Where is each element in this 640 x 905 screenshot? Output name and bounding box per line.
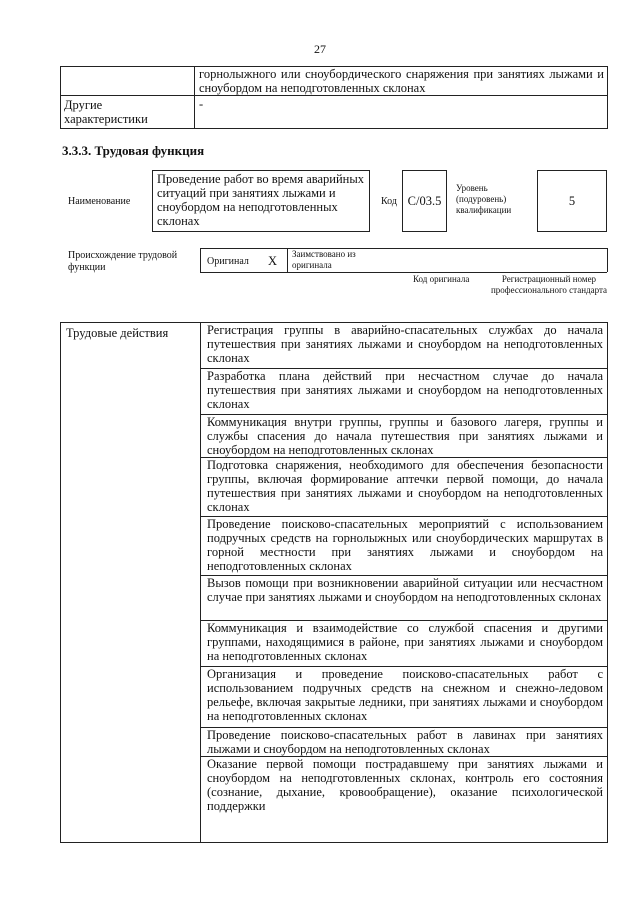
section-title: 3.3.3. Трудовая функция	[62, 143, 205, 158]
continued-cell-text: горнолыжного или сноубордического снаряжения при занятиях лыжами и сноубордом на неподготовленных склонах	[199, 67, 604, 95]
level-box	[537, 170, 607, 232]
code-value: С/03.5	[407, 194, 442, 208]
action-item: Коммуникация и взаимодействие со службой спасения и другими группами, находящимися в районе, при занятиях лыжами и сноубордом на неподготовленных склонах	[207, 621, 603, 663]
other-characteristics-value: -	[199, 97, 204, 111]
page-number: 27	[314, 42, 326, 56]
action-item: Разработка плана действий при несчастном случае до начала путешествия при занятиях лыжами и сноубордом на неподготовленных склонах	[207, 369, 603, 411]
action-item: Проведение поисково-спасательных работ в лавинах при занятиях лыжами и сноубордом на неподготовленных склонах	[207, 728, 603, 756]
original-mark: X	[268, 254, 278, 268]
code-box	[402, 170, 447, 232]
original-label: Оригинал	[207, 256, 249, 267]
code-label: Код	[381, 196, 397, 207]
reg-number-label: Регистрационный номер профессионального стандарта	[490, 274, 608, 295]
other-characteristics-label: Другие характеристики	[64, 98, 148, 126]
level-value: 5	[568, 194, 576, 208]
name-value: Проведение работ во время аварийных ситуаций при занятиях лыжами и сноубордом на неподготовленных склонах	[157, 172, 365, 228]
action-item: Коммуникация внутри группы, группы и базового лагеря, группы и службы спасения до начала путешествия при занятиях лыжами и сноубордом на неподготовленных склонах	[207, 415, 603, 457]
origin-label: Происхождение трудовой функции	[68, 250, 178, 273]
action-item: Оказание первой помощи пострадавшему при занятиях лыжами и сноубордом на неподготовленных склонах, контроль его состояния (сознание, дыхание, кровообращение), оказание психологической поддержки	[207, 757, 603, 813]
action-item: Организация и проведение поисково-спасательных работ с использованием подручных средств на снежном и снежно-ледовом рельефе, включая закрытые ледники, при занятиях лыжами и сноубордом на неподготовленных склонах	[207, 667, 603, 723]
name-box	[152, 170, 370, 232]
level-label: Уровень (подуровень) квалификации	[456, 183, 512, 215]
name-label: Наименование	[68, 196, 131, 207]
labor-actions-label: Трудовые действия	[66, 326, 169, 340]
code-original-label: Код оригинала	[413, 274, 470, 284]
action-item: Проведение поисково-спасательных мероприятий с использованием подручных средств на горнолыжных или сноубордических маршрутах в горной местности при занятиях лыжами и сноубордом на неподготовленных склонах	[207, 517, 603, 573]
borrowed-label: Заимствовано из оригинала	[292, 249, 356, 270]
action-item: Регистрация группы в аварийно-спасательных службах до начала путешествия при занятиях лыжами и сноубордом на неподготовленных склонах	[207, 323, 603, 365]
action-item: Подготовка снаряжения, необходимого для обеспечения безопасности группы, включая формирование аптечки первой помощи, до начала путешествия при занятиях лыжами и сноубордом на неподготовленных склонах	[207, 458, 603, 514]
action-item: Вызов помощи при возникновении аварийной ситуации или несчастном случае при занятиях лыжами и сноубордом на неподготовленных склонах	[207, 576, 603, 604]
